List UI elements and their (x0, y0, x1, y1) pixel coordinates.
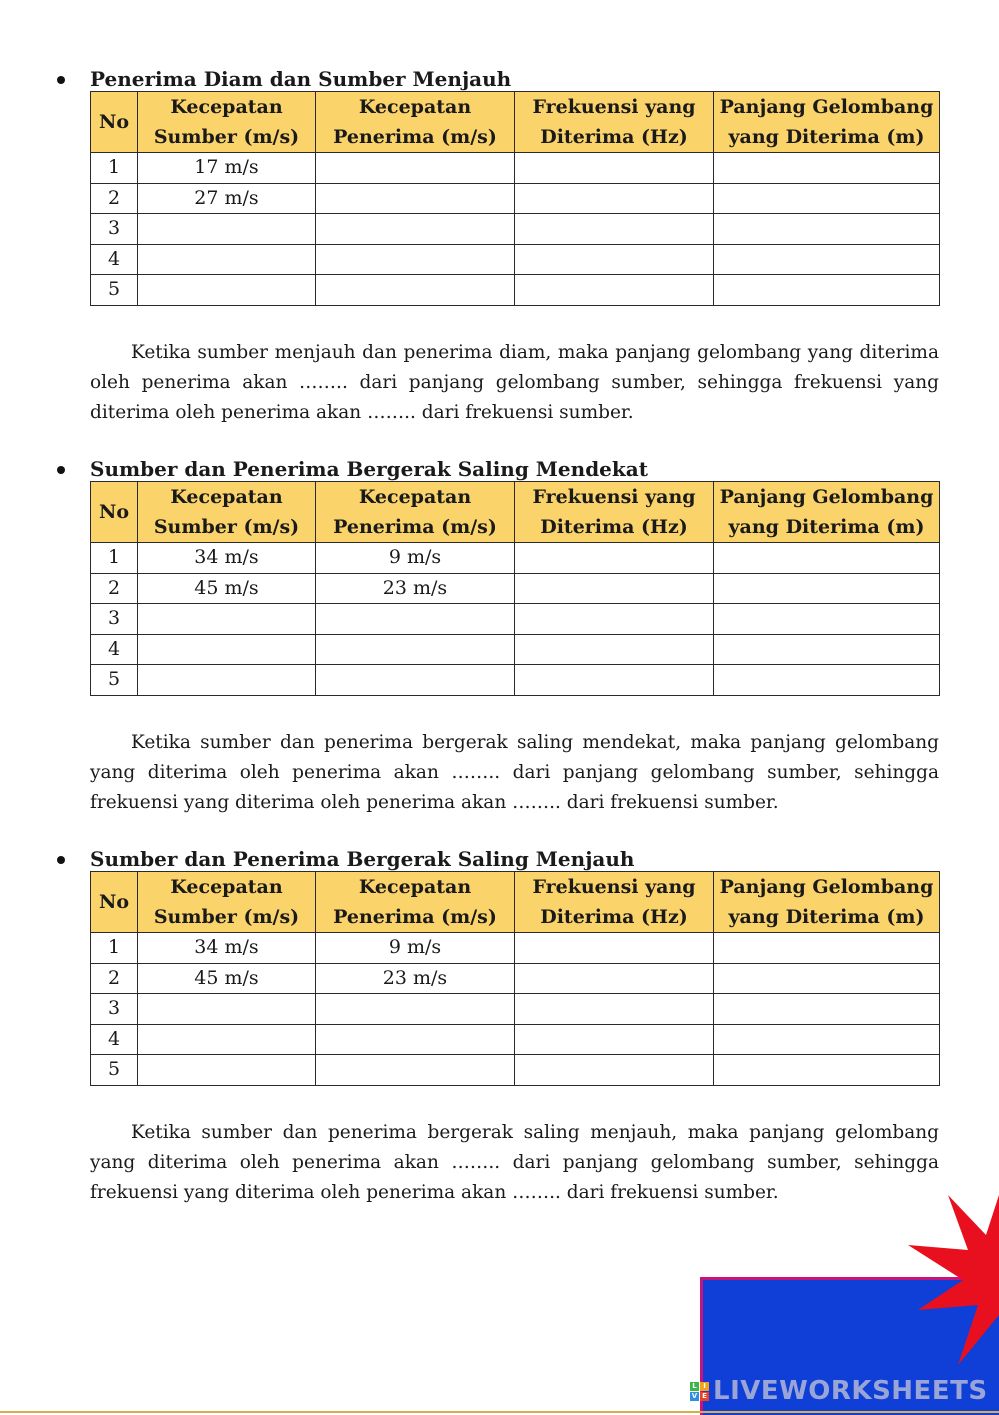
cell-frequency[interactable] (515, 275, 714, 306)
cell-wavelength[interactable] (714, 543, 940, 574)
cell-receiver-speed[interactable] (316, 183, 515, 214)
table-row (91, 665, 940, 696)
table-row (91, 933, 940, 964)
cell-no: 2 (91, 963, 138, 994)
cell-no: 2 (91, 183, 138, 214)
cell-source-speed: 45 m/s (138, 573, 316, 604)
paragraph (90, 1118, 939, 1208)
paragraph (90, 338, 939, 428)
paragraph-text: Ketika sumber menjauh dan penerima diam, maka panjang gelombang yang diterima oleh penerima akan …….. dari panjang gelombang sumber, sehingga frekuensi yang diterima oleh penerima akan …….. dari frekuensi sumber. (90, 342, 939, 423)
table-row (91, 543, 940, 574)
header-receiver-speed: Kecepatan Penerima (m/s) (316, 92, 515, 153)
cell-frequency[interactable] (515, 543, 714, 574)
cell-wavelength[interactable] (714, 153, 940, 184)
cell-no: 2 (91, 573, 138, 604)
table-row (91, 963, 940, 994)
cell-frequency[interactable] (515, 1055, 714, 1086)
cell-receiver-speed[interactable] (316, 634, 515, 665)
cell-no: 3 (91, 214, 138, 245)
header-frequency: Frekuensi yang Diterima (Hz) (515, 482, 714, 543)
header-no: No (91, 92, 138, 153)
cell-frequency[interactable] (515, 604, 714, 635)
cell-source-speed[interactable] (138, 1024, 316, 1055)
paragraph (90, 728, 939, 818)
cell-receiver-speed[interactable] (316, 244, 515, 275)
cell-receiver-speed: 9 m/s (316, 933, 515, 964)
logo-mark-icon: L I V E (690, 1382, 709, 1401)
cell-wavelength[interactable] (714, 994, 940, 1025)
table-row (91, 244, 940, 275)
cell-receiver-speed[interactable] (316, 214, 515, 245)
cell-source-speed[interactable] (138, 665, 316, 696)
data-table (90, 481, 940, 696)
table-header-row (91, 92, 940, 153)
header-frequency: Frekuensi yang Diterima (Hz) (515, 92, 714, 153)
cell-receiver-speed[interactable] (316, 665, 515, 696)
cell-frequency[interactable] (515, 214, 714, 245)
table-row (91, 214, 940, 245)
cell-wavelength[interactable] (714, 1055, 940, 1086)
table-row (91, 994, 940, 1025)
cell-frequency[interactable] (515, 153, 714, 184)
cell-wavelength[interactable] (714, 214, 940, 245)
cell-source-speed[interactable] (138, 244, 316, 275)
table-row (91, 275, 940, 306)
header-source-speed: Kecepatan Sumber (m/s) (138, 92, 316, 153)
cell-source-speed: 34 m/s (138, 543, 316, 574)
header-frequency: Frekuensi yang Diterima (Hz) (515, 872, 714, 933)
cell-source-speed: 27 m/s (138, 183, 316, 214)
table-row (91, 573, 940, 604)
paragraph-text: Ketika sumber dan penerima bergerak saling menjauh, maka panjang gelombang yang diterima oleh penerima akan …….. dari panjang gelombang sumber, sehingga frekuensi yang diterima oleh penerima akan …….. dari frekuensi sumber. (90, 1122, 939, 1203)
cell-source-speed[interactable] (138, 214, 316, 245)
cell-wavelength[interactable] (714, 933, 940, 964)
cell-frequency[interactable] (515, 634, 714, 665)
cell-receiver-speed: 23 m/s (316, 573, 515, 604)
section-heading: Penerima Diam dan Sumber Menjauh (90, 67, 512, 91)
cell-source-speed[interactable] (138, 994, 316, 1025)
table-row (91, 604, 940, 635)
paragraph-text: Ketika sumber dan penerima bergerak saling mendekat, maka panjang gelombang yang diterima oleh penerima akan …….. dari panjang gelombang sumber, sehingga frekuensi yang diterima oleh penerima akan …….. dari frekuensi sumber. (90, 732, 939, 813)
cell-receiver-speed[interactable] (316, 604, 515, 635)
table-row (91, 1055, 940, 1086)
cell-no: 4 (91, 244, 138, 275)
table-header-row (91, 872, 940, 933)
header-source-speed: Kecepatan Sumber (m/s) (138, 872, 316, 933)
cell-frequency[interactable] (515, 573, 714, 604)
header-receiver-speed: Kecepatan Penerima (m/s) (316, 872, 515, 933)
cell-frequency[interactable] (515, 994, 714, 1025)
cell-source-speed[interactable] (138, 275, 316, 306)
cell-no: 4 (91, 1024, 138, 1055)
cell-receiver-speed[interactable] (316, 275, 515, 306)
cell-wavelength[interactable] (714, 275, 940, 306)
cell-receiver-speed[interactable] (316, 1024, 515, 1055)
cell-no: 5 (91, 665, 138, 696)
cell-receiver-speed: 9 m/s (316, 543, 515, 574)
header-no: No (91, 482, 138, 543)
bullet-icon (57, 856, 65, 864)
cell-wavelength[interactable] (714, 963, 940, 994)
cell-source-speed: 34 m/s (138, 933, 316, 964)
cell-source-speed: 17 m/s (138, 153, 316, 184)
table-row (91, 183, 940, 214)
cell-frequency[interactable] (515, 1024, 714, 1055)
cell-no: 1 (91, 153, 138, 184)
cell-no: 1 (91, 933, 138, 964)
table-row (91, 634, 940, 665)
table-row (91, 1024, 940, 1055)
bullet-icon (57, 466, 65, 474)
cell-wavelength[interactable] (714, 634, 940, 665)
table-row (91, 153, 940, 184)
page-bottom-border (0, 1411, 999, 1413)
cell-source-speed[interactable] (138, 1055, 316, 1086)
cell-frequency[interactable] (515, 183, 714, 214)
cell-source-speed: 45 m/s (138, 963, 316, 994)
cell-wavelength[interactable] (714, 604, 940, 635)
cell-no: 5 (91, 1055, 138, 1086)
starburst-icon (908, 1195, 999, 1365)
cell-receiver-speed[interactable] (316, 153, 515, 184)
cell-wavelength[interactable] (714, 665, 940, 696)
table-header-row (91, 482, 940, 543)
cell-no: 1 (91, 543, 138, 574)
data-table (90, 91, 940, 306)
header-wavelength: Panjang Gelombang yang Diterima (m) (714, 92, 940, 153)
cell-receiver-speed[interactable] (316, 994, 515, 1025)
cell-wavelength[interactable] (714, 573, 940, 604)
cell-wavelength[interactable] (714, 1024, 940, 1055)
cell-no: 4 (91, 634, 138, 665)
cell-wavelength[interactable] (714, 244, 940, 275)
cell-no: 5 (91, 275, 138, 306)
cell-source-speed[interactable] (138, 634, 316, 665)
header-wavelength: Panjang Gelombang yang Diterima (m) (714, 872, 940, 933)
bullet-icon (57, 76, 65, 84)
cell-no: 3 (91, 994, 138, 1025)
cell-frequency[interactable] (515, 244, 714, 275)
header-wavelength: Panjang Gelombang yang Diterima (m) (714, 482, 940, 543)
cell-frequency[interactable] (515, 963, 714, 994)
header-receiver-speed: Kecepatan Penerima (m/s) (316, 482, 515, 543)
data-table (90, 871, 940, 1086)
cell-receiver-speed: 23 m/s (316, 963, 515, 994)
header-source-speed: Kecepatan Sumber (m/s) (138, 482, 316, 543)
cell-receiver-speed[interactable] (316, 1055, 515, 1086)
cell-no: 3 (91, 604, 138, 635)
cell-source-speed[interactable] (138, 604, 316, 635)
cell-wavelength[interactable] (714, 183, 940, 214)
section-heading: Sumber dan Penerima Bergerak Saling Mendekat (90, 457, 648, 481)
cell-frequency[interactable] (515, 665, 714, 696)
section-heading: Sumber dan Penerima Bergerak Saling Menjauh (90, 847, 635, 871)
logo-text: LIVEWORKSHEETS (713, 1376, 988, 1406)
liveworksheets-logo[interactable] (690, 1374, 988, 1408)
cell-frequency[interactable] (515, 933, 714, 964)
header-no: No (91, 872, 138, 933)
